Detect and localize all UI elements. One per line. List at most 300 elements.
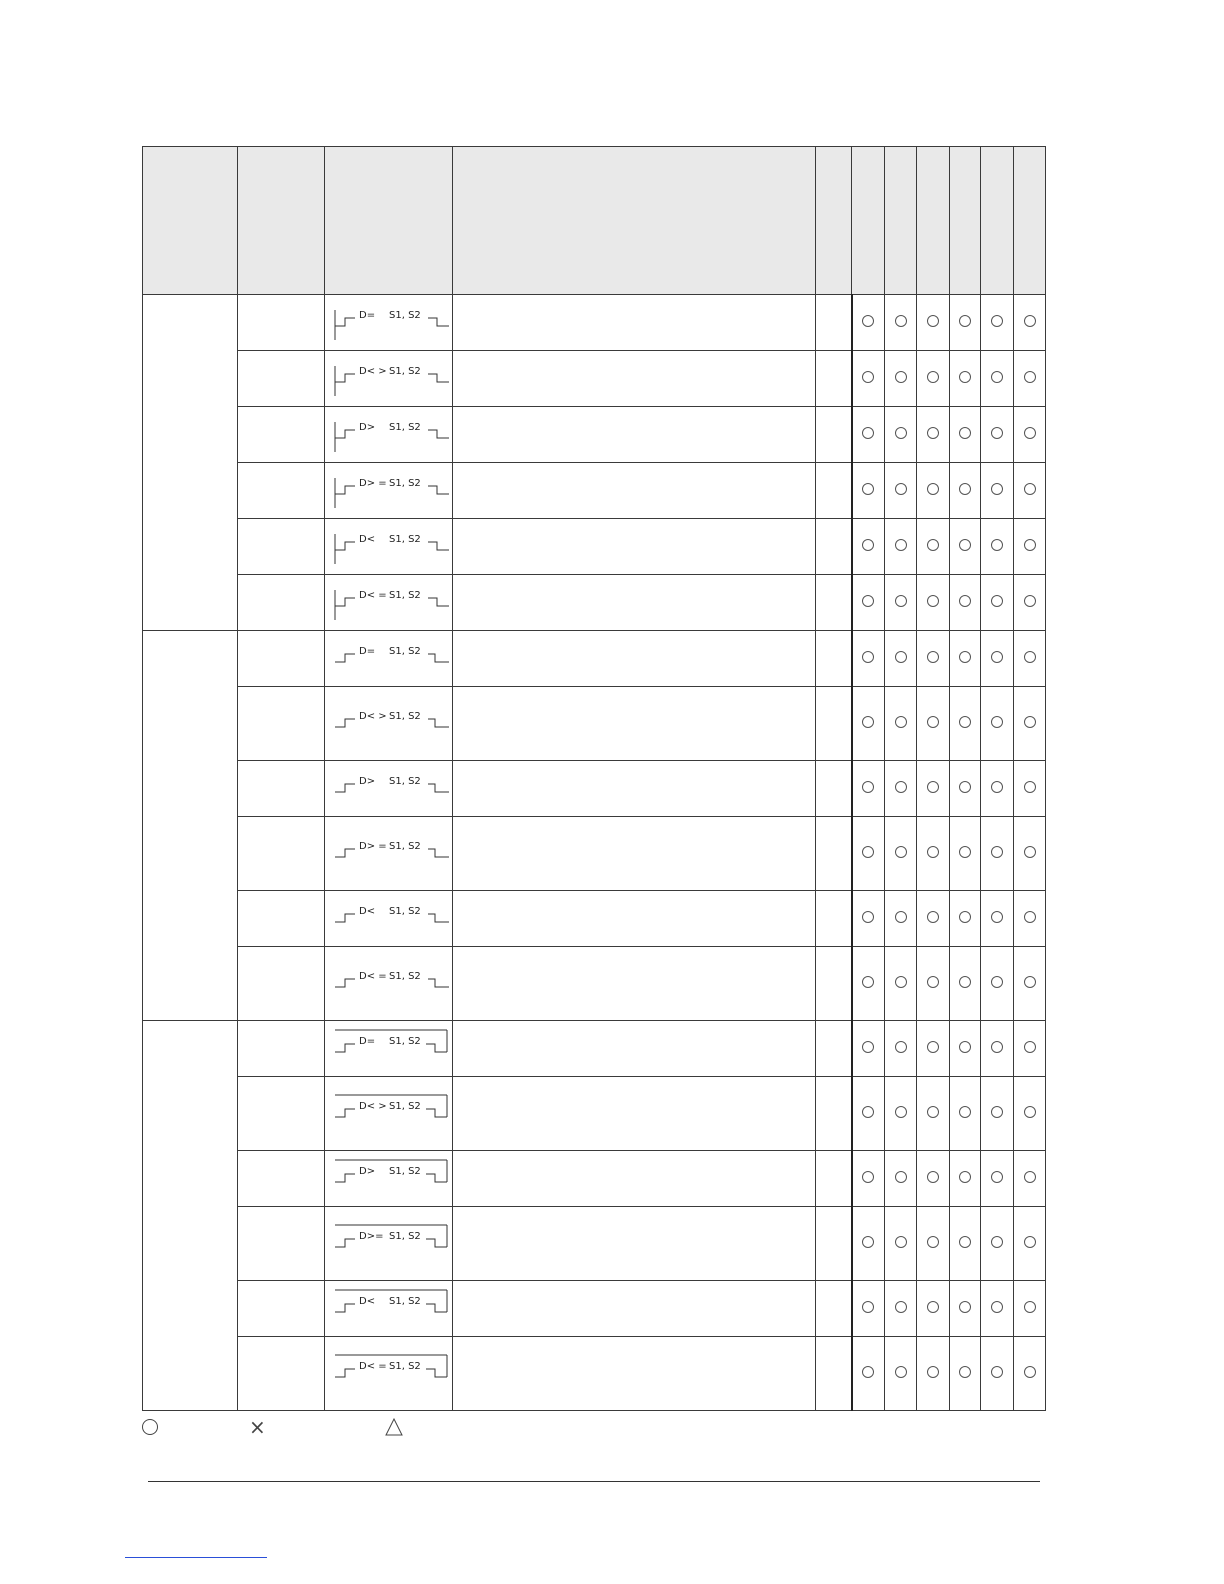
applicability-cell [950, 1077, 981, 1151]
applicability-cell [981, 463, 1014, 519]
triangle-icon [385, 1418, 403, 1436]
circle-icon [895, 1236, 907, 1248]
applicability-cell [852, 1281, 885, 1337]
circle-icon [1024, 716, 1036, 728]
symbol-operator: D< > [359, 365, 387, 377]
applicability-cell [981, 1077, 1014, 1151]
instruction-name-cell [238, 1151, 325, 1207]
symbol-cell [325, 1207, 453, 1281]
applicability-cell [950, 631, 981, 687]
circle-icon [895, 781, 907, 793]
circle-icon [895, 976, 907, 988]
circle-icon [927, 651, 939, 663]
applicability-cell [981, 687, 1014, 761]
table-row [143, 891, 1046, 947]
description-cell [453, 351, 816, 407]
applicability-cell [885, 519, 917, 575]
symbol-operands: S1, S2 [389, 1360, 421, 1372]
group-cell [143, 295, 238, 631]
circle-icon [959, 427, 971, 439]
circle-icon [862, 911, 874, 923]
ladder-symbol [325, 296, 451, 350]
circle-icon [991, 911, 1003, 923]
steps-cell [816, 1151, 852, 1207]
applicability-cell [981, 817, 1014, 891]
symbol-cell [325, 1151, 453, 1207]
applicability-cell [950, 519, 981, 575]
description-cell [453, 1151, 816, 1207]
symbol-operands: S1, S2 [389, 421, 421, 433]
ladder-contact-icon [325, 520, 451, 574]
ladder-contact-icon [325, 1338, 451, 1410]
ladder-symbol [325, 576, 451, 630]
applicability-cell [981, 947, 1014, 1021]
applicability-cell [981, 891, 1014, 947]
instruction-name-cell [238, 687, 325, 761]
symbol-operator: D> [359, 421, 376, 433]
steps-cell [816, 631, 852, 687]
circle-icon [1024, 595, 1036, 607]
circle-icon [991, 1236, 1003, 1248]
applicability-cell [852, 351, 885, 407]
circle-icon [1024, 976, 1036, 988]
circle-icon [862, 716, 874, 728]
circle-icon [1024, 846, 1036, 858]
steps-cell [816, 351, 852, 407]
symbol-operator: D> [359, 1165, 376, 1177]
circle-icon [895, 1106, 907, 1118]
applicability-cell [950, 295, 981, 351]
footer-link-underline[interactable] [125, 1557, 267, 1558]
symbol-operator: D> = [359, 477, 387, 489]
circle-icon [959, 483, 971, 495]
circle-icon [1024, 539, 1036, 551]
ladder-contact-icon [325, 688, 451, 760]
table-row [143, 1337, 1046, 1411]
steps-cell [816, 575, 852, 631]
ladder-symbol [325, 762, 451, 816]
steps-cell [816, 817, 852, 891]
ladder-contact-icon [325, 1022, 451, 1076]
ladder-symbol [325, 632, 451, 686]
circle-icon [862, 371, 874, 383]
header-cpu-1 [852, 147, 885, 295]
applicability-cell [1014, 407, 1046, 463]
symbol-operator: D= [359, 1035, 376, 1047]
applicability-cell [885, 817, 917, 891]
applicability-cell [917, 1151, 950, 1207]
circle-icon [1024, 1106, 1036, 1118]
ladder-symbol [325, 408, 451, 462]
circle-icon [895, 315, 907, 327]
circle-icon [991, 976, 1003, 988]
circle-icon [895, 539, 907, 551]
description-cell [453, 631, 816, 687]
circle-icon [991, 1366, 1003, 1378]
ladder-symbol [325, 1208, 451, 1280]
symbol-operator: D< [359, 1295, 376, 1307]
applicability-cell [950, 463, 981, 519]
circle-icon [895, 1041, 907, 1053]
applicability-cell [917, 761, 950, 817]
applicability-cell [885, 761, 917, 817]
applicability-cell [917, 1337, 950, 1411]
table-row [143, 1207, 1046, 1281]
description-cell [453, 817, 816, 891]
applicability-cell [1014, 575, 1046, 631]
table-row [143, 761, 1046, 817]
instruction-name-cell [238, 1337, 325, 1411]
steps-cell [816, 947, 852, 1021]
symbol-operands: S1, S2 [389, 589, 421, 601]
steps-cell [816, 407, 852, 463]
circle-icon [927, 595, 939, 607]
description-cell [453, 687, 816, 761]
ladder-contact-icon [325, 818, 451, 890]
circle-icon [862, 1171, 874, 1183]
ladder-symbol [325, 520, 451, 574]
applicability-cell [981, 1151, 1014, 1207]
applicability-cell [885, 1077, 917, 1151]
symbol-operator: D< = [359, 1360, 387, 1372]
ladder-symbol [325, 1338, 451, 1410]
applicability-cell [1014, 1337, 1046, 1411]
instruction-name-cell [238, 631, 325, 687]
applicability-cell [852, 1207, 885, 1281]
circle-icon [991, 595, 1003, 607]
circle-icon [895, 1366, 907, 1378]
applicability-cell [950, 761, 981, 817]
circle-icon [927, 846, 939, 858]
applicability-cell [917, 295, 950, 351]
symbol-operator: D< = [359, 589, 387, 601]
symbol-operands: S1, S2 [389, 365, 421, 377]
description-cell [453, 295, 816, 351]
circle-icon [862, 781, 874, 793]
applicability-cell [917, 687, 950, 761]
description-cell [453, 1021, 816, 1077]
table-row [143, 947, 1046, 1021]
circle-icon [991, 781, 1003, 793]
symbol-cell [325, 1281, 453, 1337]
circle-icon [991, 846, 1003, 858]
steps-cell [816, 295, 852, 351]
applicability-cell [981, 351, 1014, 407]
circle-icon [1024, 315, 1036, 327]
symbol-operator: D>= [359, 1230, 384, 1242]
table-row [143, 1021, 1046, 1077]
circle-icon [927, 1301, 939, 1313]
symbol-operator: D< > [359, 710, 387, 722]
circle-icon [142, 1419, 158, 1435]
applicability-cell [950, 351, 981, 407]
instruction-name-cell [238, 407, 325, 463]
steps-cell [816, 891, 852, 947]
applicability-cell [1014, 947, 1046, 1021]
ladder-symbol [325, 1152, 451, 1206]
applicability-cell [917, 519, 950, 575]
circle-icon [895, 716, 907, 728]
applicability-cell [1014, 295, 1046, 351]
circle-icon [959, 1106, 971, 1118]
applicability-cell [981, 1281, 1014, 1337]
legend [142, 1415, 442, 1440]
applicability-cell [950, 1021, 981, 1077]
instruction-name-cell [238, 761, 325, 817]
applicability-cell [981, 1337, 1014, 1411]
symbol-operands: S1, S2 [389, 840, 421, 852]
symbol-operator: D< = [359, 970, 387, 982]
symbol-operands: S1, S2 [389, 533, 421, 545]
table-row [143, 295, 1046, 351]
circle-icon [991, 371, 1003, 383]
header-name [238, 147, 325, 295]
applicability-cell [1014, 1021, 1046, 1077]
circle-icon [1024, 1171, 1036, 1183]
circle-icon [862, 1236, 874, 1248]
circle-icon [991, 716, 1003, 728]
applicability-cell [852, 687, 885, 761]
applicability-cell [1014, 687, 1046, 761]
description-cell [453, 463, 816, 519]
circle-icon [959, 846, 971, 858]
circle-icon [927, 911, 939, 923]
symbol-cell [325, 1337, 453, 1411]
instruction-name-cell [238, 463, 325, 519]
circle-icon [959, 1041, 971, 1053]
applicability-cell [852, 947, 885, 1021]
instruction-table [142, 146, 1046, 1411]
circle-icon [895, 483, 907, 495]
applicability-cell [1014, 761, 1046, 817]
header-group [143, 147, 238, 295]
circle-icon [1024, 483, 1036, 495]
symbol-cell [325, 407, 453, 463]
circle-icon [927, 1366, 939, 1378]
applicability-cell [950, 1207, 981, 1281]
applicability-cell [950, 817, 981, 891]
circle-icon [959, 1171, 971, 1183]
description-cell [453, 1281, 816, 1337]
circle-icon [991, 539, 1003, 551]
circle-icon [1024, 371, 1036, 383]
circle-icon [862, 315, 874, 327]
applicability-cell [917, 631, 950, 687]
applicability-cell [981, 575, 1014, 631]
circle-icon [991, 1041, 1003, 1053]
steps-cell [816, 1207, 852, 1281]
instruction-name-cell [238, 817, 325, 891]
instruction-name-cell [238, 1207, 325, 1281]
symbol-cell [325, 687, 453, 761]
symbol-operator: D= [359, 645, 376, 657]
header-row [143, 147, 1046, 295]
ladder-contact-icon [325, 1282, 451, 1336]
circle-icon [1024, 1301, 1036, 1313]
circle-icon [991, 315, 1003, 327]
circle-icon [1024, 1366, 1036, 1378]
table-row [143, 1077, 1046, 1151]
circle-icon [927, 1041, 939, 1053]
applicability-cell [950, 891, 981, 947]
symbol-cell [325, 519, 453, 575]
description-cell [453, 575, 816, 631]
symbol-operands: S1, S2 [389, 477, 421, 489]
header-cpu-5 [981, 147, 1014, 295]
applicability-cell [852, 1151, 885, 1207]
table-row [143, 817, 1046, 891]
circle-icon [895, 911, 907, 923]
applicability-cell [852, 575, 885, 631]
instruction-name-cell [238, 1021, 325, 1077]
circle-icon [959, 1236, 971, 1248]
applicability-cell [852, 295, 885, 351]
header-steps [816, 147, 852, 295]
symbol-operands: S1, S2 [389, 775, 421, 787]
symbol-operator: D> [359, 775, 376, 787]
applicability-cell [981, 1021, 1014, 1077]
instruction-name-cell [238, 1281, 325, 1337]
applicability-cell [981, 1207, 1014, 1281]
symbol-cell [325, 1021, 453, 1077]
symbol-operands: S1, S2 [389, 710, 421, 722]
circle-icon [959, 1301, 971, 1313]
symbol-operator: D> = [359, 840, 387, 852]
applicability-cell [885, 631, 917, 687]
circle-icon [862, 976, 874, 988]
ladder-symbol [325, 892, 451, 946]
symbol-operands: S1, S2 [389, 905, 421, 917]
circle-icon [991, 1171, 1003, 1183]
table-row [143, 687, 1046, 761]
circle-icon [1024, 1041, 1036, 1053]
circle-icon [991, 483, 1003, 495]
circle-icon [862, 846, 874, 858]
applicability-cell [917, 1021, 950, 1077]
circle-icon [895, 846, 907, 858]
applicability-cell [950, 1337, 981, 1411]
applicability-cell [852, 519, 885, 575]
applicability-cell [885, 947, 917, 1021]
applicability-cell [852, 407, 885, 463]
applicability-cell [917, 575, 950, 631]
applicability-cell [852, 761, 885, 817]
symbol-operands: S1, S2 [389, 1165, 421, 1177]
circle-icon [927, 716, 939, 728]
applicability-cell [1014, 1077, 1046, 1151]
circle-icon [959, 781, 971, 793]
applicability-cell [852, 1337, 885, 1411]
applicability-cell [885, 1151, 917, 1207]
applicability-cell [1014, 817, 1046, 891]
header-description [453, 147, 816, 295]
circle-icon [959, 716, 971, 728]
symbol-operands: S1, S2 [389, 1295, 421, 1307]
applicability-cell [852, 817, 885, 891]
applicability-cell [950, 947, 981, 1021]
applicability-cell [885, 463, 917, 519]
instruction-name-cell [238, 575, 325, 631]
steps-cell [816, 687, 852, 761]
ladder-symbol [325, 464, 451, 518]
symbol-operator: D< > [359, 1100, 387, 1112]
table-row [143, 463, 1046, 519]
symbol-cell [325, 631, 453, 687]
applicability-cell [917, 463, 950, 519]
circle-icon [862, 427, 874, 439]
table-row [143, 407, 1046, 463]
circle-icon [895, 371, 907, 383]
circle-icon [895, 651, 907, 663]
symbol-operands: S1, S2 [389, 1100, 421, 1112]
circle-icon [959, 371, 971, 383]
circle-icon [927, 315, 939, 327]
steps-cell [816, 463, 852, 519]
circle-icon [895, 595, 907, 607]
steps-cell [816, 1077, 852, 1151]
symbol-cell [325, 351, 453, 407]
table-row [143, 631, 1046, 687]
symbol-operator: D= [359, 309, 376, 321]
symbol-cell [325, 761, 453, 817]
symbol-cell [325, 947, 453, 1021]
table-row [143, 1151, 1046, 1207]
circle-icon [927, 1106, 939, 1118]
description-cell [453, 891, 816, 947]
applicability-cell [950, 575, 981, 631]
circle-icon [1024, 1236, 1036, 1248]
applicability-cell [1014, 1207, 1046, 1281]
instruction-name-cell [238, 891, 325, 947]
circle-icon [991, 427, 1003, 439]
group-cell [143, 631, 238, 1021]
applicability-cell [1014, 351, 1046, 407]
applicability-cell [885, 351, 917, 407]
applicability-cell [917, 817, 950, 891]
circle-icon [1024, 781, 1036, 793]
steps-cell [816, 761, 852, 817]
ladder-symbol [325, 948, 451, 1020]
circle-icon [895, 1301, 907, 1313]
applicability-cell [950, 1281, 981, 1337]
steps-cell [816, 1337, 852, 1411]
description-cell [453, 1337, 816, 1411]
applicability-cell [1014, 1151, 1046, 1207]
circle-icon [862, 1366, 874, 1378]
applicability-cell [885, 1207, 917, 1281]
description-cell [453, 947, 816, 1021]
ladder-symbol [325, 352, 451, 406]
group-cell [143, 1021, 238, 1411]
symbol-operands: S1, S2 [389, 309, 421, 321]
table-row [143, 351, 1046, 407]
applicability-cell [917, 1207, 950, 1281]
applicability-cell [981, 295, 1014, 351]
instruction-name-cell [238, 351, 325, 407]
cross-icon: × [249, 1415, 266, 1439]
applicability-cell [885, 1337, 917, 1411]
applicability-cell [885, 687, 917, 761]
applicability-cell [885, 1281, 917, 1337]
applicability-cell [917, 407, 950, 463]
circle-icon [1024, 911, 1036, 923]
ladder-symbol [325, 1282, 451, 1336]
instruction-name-cell [238, 519, 325, 575]
applicability-cell [885, 407, 917, 463]
symbol-cell [325, 817, 453, 891]
circle-icon [959, 595, 971, 607]
circle-icon [895, 427, 907, 439]
